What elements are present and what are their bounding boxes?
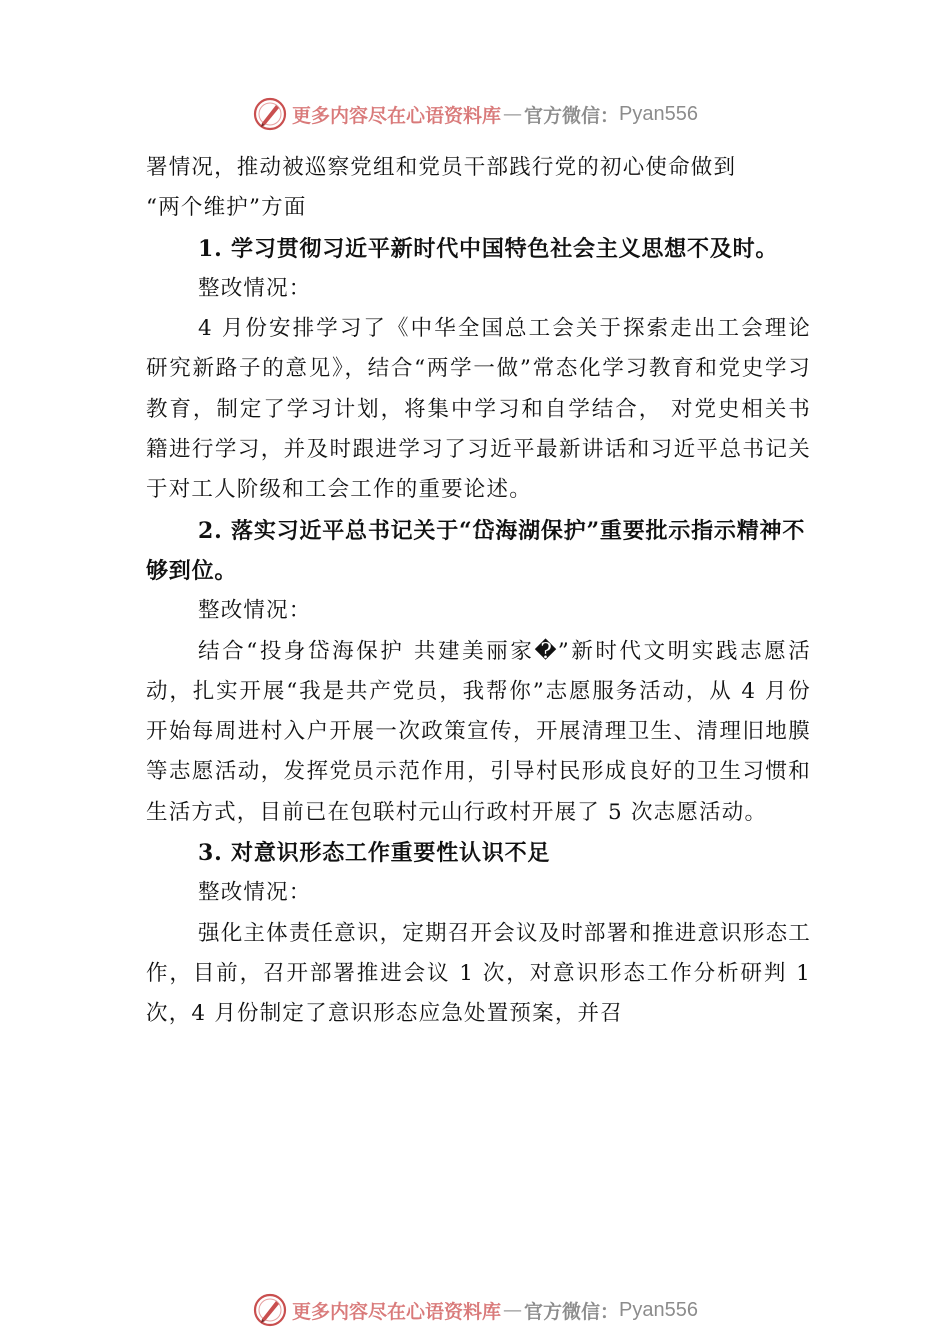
watermark-header (0, 94, 950, 134)
section-3-heading: 3. 对意识形态工作重要性认识不足 (198, 840, 551, 867)
intro-paragraph-line-2: “两个维护”方面 (146, 195, 307, 221)
document-body (146, 148, 811, 1035)
section-2-heading: 2. 落实习近平总书记关于“岱海湖保护”重要批示指示精神不够到位。 (146, 517, 806, 584)
intro-paragraph-line-1: 署情况，推动被巡察党组和党员干部践行党的初心使命做到 (146, 155, 737, 180)
watermark-wechat-label: 官方微信： (524, 1300, 620, 1323)
pen-circle-logo-icon (252, 1292, 288, 1328)
watermark-footer (0, 1290, 950, 1330)
watermark-title: 更多内容尽在心语资料库 (292, 104, 502, 127)
watermark-wechat-label: 官方微信： (524, 104, 620, 127)
section-1-body: 4 月份安排学习了《中华全国总工会关于探索走出工会理论研究新路子的意见》，结合“两学一做”常态化学习教育和党史学习教育，制定了学习计划，将集中学习和自学结合， 对党史相关书籍进行学习，并及时跟进学习了习近平最新讲话和习近平总书记关于对工人阶级和工会工作的重要论述。 (146, 316, 811, 503)
watermark-separator: — (503, 103, 523, 125)
section-1-heading: 1. 学习贯彻习近平新时代中国特色社会主义思想不及时。 (198, 235, 779, 262)
watermark-separator: — (503, 1299, 523, 1321)
section-2-status-label: 整改情况： (198, 598, 312, 624)
watermark-wechat-id: Pyan556 (619, 102, 698, 125)
pen-circle-logo-icon (252, 96, 288, 132)
watermark-wechat-id: Pyan556 (619, 1298, 698, 1321)
section-3-body: 强化主体责任意识，定期召开会议及时部署和推进意识形态工作，目前，召开部署推进会议 1 次，对意识形态工作分析研判 1 次，4 月份制定了意识形态应急处置预案，并召 (146, 920, 811, 1027)
section-2-body: 结合“投身岱海保护 共建美丽家�”新时代文明实践志愿活动，扎实开展“我是共产党员，我帮你”志愿服务活动，从 4 月份开始每周进村入户开展一次政策宣传，开展清理卫生、清理旧地膜等志愿活动，发挥党员示范作用，引导村民形成良好的卫生习惯和生活方式，目前已在包联村元山行政村开展了 5 次志愿活动。 (146, 638, 811, 825)
section-1-status-label: 整改情况： (198, 275, 312, 301)
section-3-status-label: 整改情况： (198, 880, 312, 906)
watermark-title: 更多内容尽在心语资料库 (292, 1300, 502, 1323)
